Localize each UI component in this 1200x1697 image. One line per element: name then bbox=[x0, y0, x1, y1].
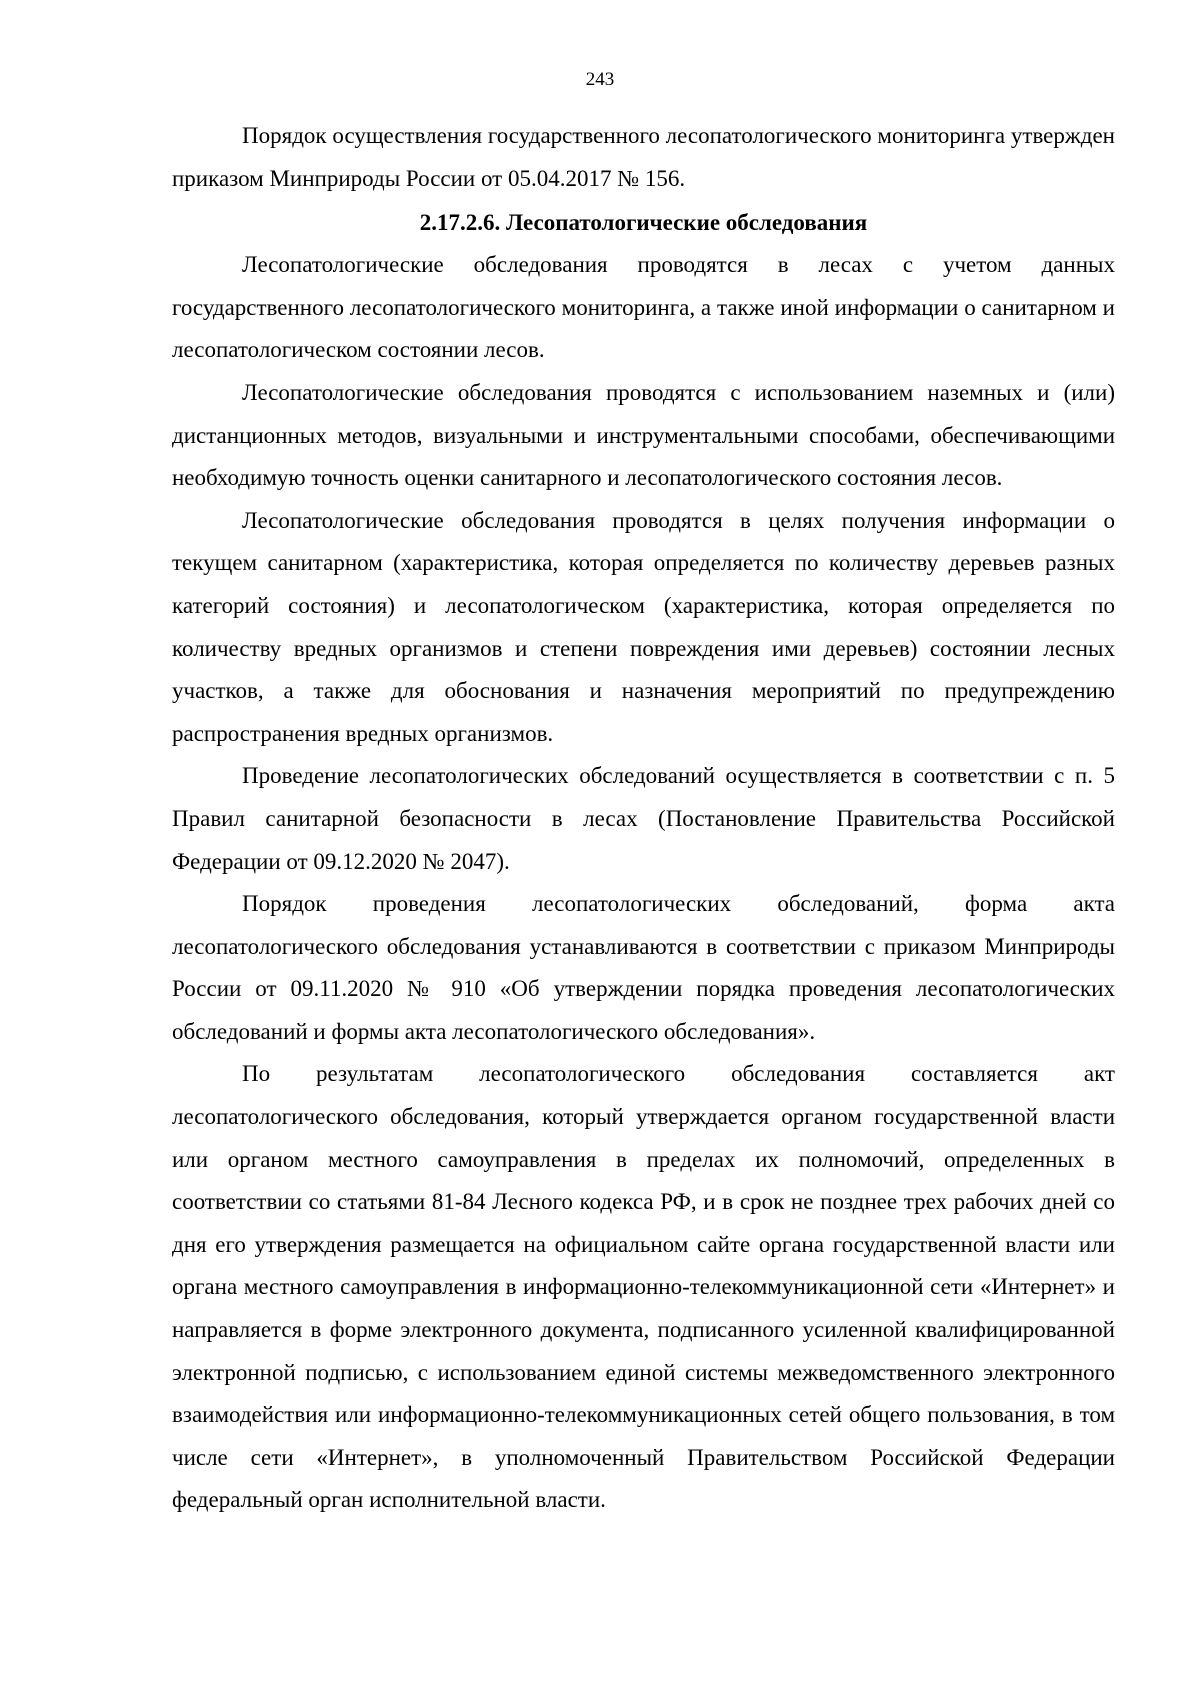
paragraph-5: Порядок проведения лесопатологических обследований, форма акта лесопатологического обследования устанавливаются в соответствии с приказом Минприроды России от 09.11.2020 № 910 «Об утверждении порядка проведения лесопатологических обследований и формы акта лесопатологического обследования». bbox=[172, 891, 1115, 1044]
paragraph-1: Лесопатологические обследования проводятся в лесах с учетом данных государственного лесопатологического мониторинга, а также иной информации о санитарном и лесопатологическом состоянии лесов. bbox=[172, 252, 1115, 363]
page-content bbox=[172, 115, 1115, 1522]
paragraph-2: Лесопатологические обследования проводятся с использованием наземных и (или) дистанционных методов, визуальными и инструментальными способами, обеспечивающими необходимую точность оценки санитарного и лесопатологического состояния лесов. bbox=[172, 379, 1115, 491]
page-number: 243 bbox=[585, 69, 615, 90]
paragraph-monitoring-order: Порядок осуществления государственного лесопатологического мониторинга утвержден приказом Минприроды России от 05.04.2017 № 156. bbox=[172, 123, 1115, 191]
paragraph-6: По результатам лесопатологического обследования составляется акт лесопатологического обследования, который утверждается органом государственной власти или органом местного самоуправления в пределах их полномочий, определенных в соответствии со статьями 81-84 Лесного кодекса РФ, и в срок не позднее трех рабочих дней со дня его утверждения размещается на официальном сайте органа государственной власти или органа местного самоуправления в информационно-телекоммуникационной сети «Интернет» и направляется в форме электронного документа, подписанного усиленной квалифицированной электронной подписью, с использованием единой системы межведомственного электронного взаимодействия или информационно-телекоммуникационных сетей общего пользования, в том числе сети «Интернет», в уполномоченный Правительством Российской Федерации федеральный орган исполнительной власти. bbox=[172, 1061, 1115, 1513]
paragraph-3: Лесопатологические обследования проводятся в целях получения информации о текущем санитарном (характеристика, которая определяется по количеству деревьев разных категорий состояния) и лесопатологическом (характеристика, которая определяется по количеству вредных организмов и степени повреждения ими деревьев) состоянии лесных участков, а также для обоснования и назначения мероприятий по предупреждению распространения вредных организмов. bbox=[172, 507, 1115, 746]
section-heading: 2.17.2.6. Лесопатологические обследования bbox=[419, 210, 868, 236]
paragraph-4: Проведение лесопатологических обследований осуществляется в соответствии с п. 5 Правил санитарной безопасности в лесах (Постановление Правительства Российской Федерации от 09.12.2020 № 2047). bbox=[172, 763, 1115, 874]
